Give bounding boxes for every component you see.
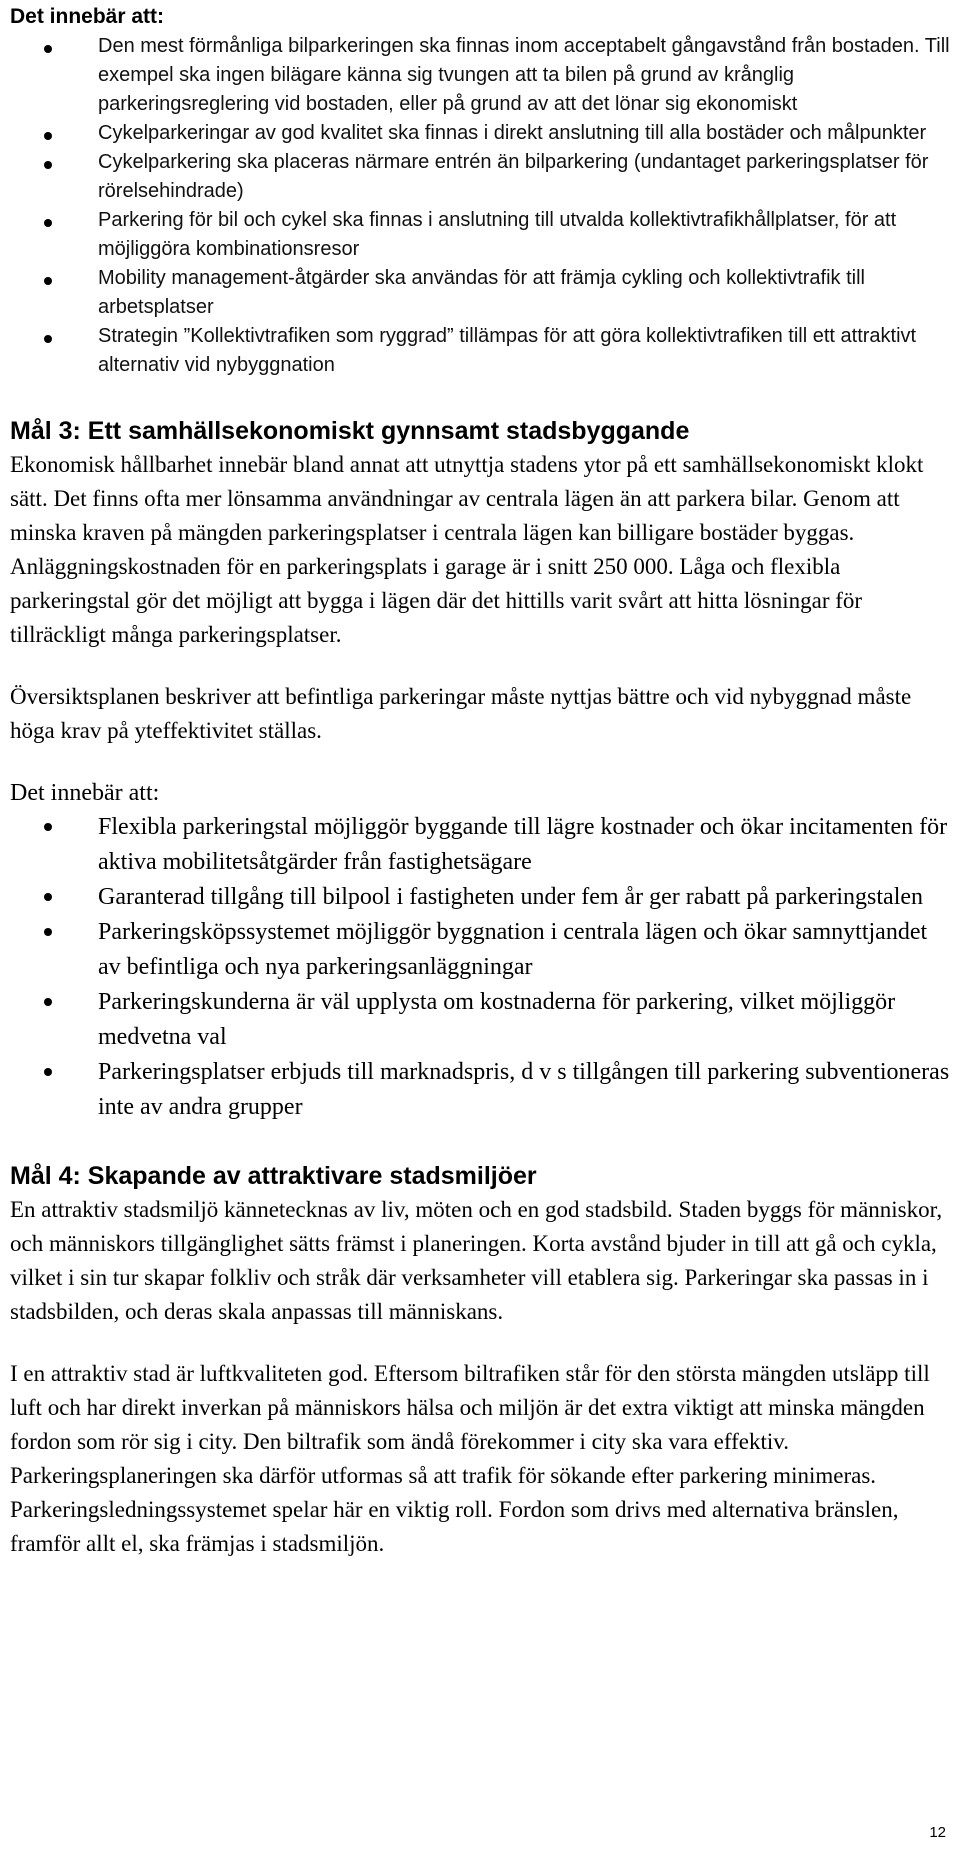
goal-4-heading: Mål 4: Skapande av attraktivare stadsmiljöer bbox=[10, 1162, 537, 1190]
page-number: 12 bbox=[929, 1824, 946, 1841]
list-item: Strategin ”Kollektivtrafiken som ryggrad” tillämpas för att göra kollektivtrafiken till ett attraktivt alternativ vid nybyggnation bbox=[10, 322, 950, 380]
goal-3-paragraph: Översiktsplanen beskriver att befintliga parkeringar måste nyttjas bättre och vid nybyggnad måste höga krav på yteffektivitet ställas. bbox=[10, 684, 912, 743]
section-lead: Det innebär att: bbox=[10, 780, 160, 806]
goal-4-paragraph: En attraktiv stadsmiljö kännetecknas av liv, möten och en god stadsbild. Staden byggs för människor, och människors tillgänglighet sätts främst i planeringen. Korta avstånd bjuder in till att gå och cykla, vilket i sin tur skapar folkliv och stråk där verksamheter vill etablera sig. Parkeringar ska passas in i stadsbilden, och deras skala anpassas till människans. bbox=[10, 1197, 943, 1324]
list-item: Flexibla parkeringstal möjliggör byggande till lägre kostnader och ökar incitamenten för aktiva mobilitetsåtgärder från fastighetsägare bbox=[10, 810, 950, 880]
list-item: Cykelparkering ska placeras närmare entrén än bilparkering (undantaget parkeringsplatser för rörelsehindrade) bbox=[10, 148, 950, 206]
goal-4-paragraph: I en attraktiv stad är luftkvaliteten god. Eftersom biltrafiken står för den största mängden utsläpp till luft och har direkt inverkan på människors hälsa och miljön är det extra viktigt att minska mängden fordon som rör sig i city. Den biltrafik som ändå förekommer i city ska vara effektiv. Parkeringsplaneringen ska därför utformas så att trafik för sökande efter parkering minimeras. Parkeringsledningssystemet spelar här en viktig roll. Fordon som drivs med alternativa bränslen, framför allt el, ska främjas i stadsmiljön. bbox=[10, 1361, 930, 1556]
list-item: Parkeringsplatser erbjuds till marknadspris, d v s tillgången till parkering subventioneras inte av andra grupper bbox=[10, 1055, 950, 1125]
list-item: Den mest förmånliga bilparkeringen ska finnas inom acceptabelt gångavstånd från bostaden. Till exempel ska ingen bilägare känna sig tvungen att ta bilen på grund av krånglig parkeringsreglering vid bostaden, eller på grund av att det lönar sig ekonomiskt bbox=[10, 32, 950, 119]
list-item: Garanterad tillgång till bilpool i fastigheten under fem år ger rabatt på parkeringstalen bbox=[10, 880, 950, 915]
list-item: Parkeringskunderna är väl upplysta om kostnaderna för parkering, vilket möjliggör medvetna val bbox=[10, 985, 950, 1055]
section-lead: Det innebär att: bbox=[10, 5, 165, 28]
goal-3-paragraph: Ekonomisk hållbarhet innebär bland annat att utnyttja stadens ytor på ett samhällsekonomiskt klokt sätt. Det finns ofta mer lönsamma användningar av centrala lägen än att parkera bilar. Genom att minska kraven på mängden parkeringsplatser i centrala lägen kan billigare bostäder byggas. Anläggningskostnaden för en parkeringsplats i garage är i snitt 250 000. Låga och flexibla parkeringstal gör det möjligt att bygga i lägen där det hittills varit svårt att hitta lösningar för tillräckligt många parkeringsplatser. bbox=[10, 452, 924, 647]
bullet-list bbox=[10, 32, 950, 380]
list-item: Parkering för bil och cykel ska finnas i anslutning till utvalda kollektivtrafikhållplatser, för att möjliggöra kombinationsresor bbox=[10, 206, 950, 264]
goal-3-heading: Mål 3: Ett samhällsekonomiskt gynnsamt stadsbyggande bbox=[10, 417, 690, 445]
list-item: Parkeringsköpssystemet möjliggör byggnation i centrala lägen och ökar samnyttjandet av befintliga och nya parkeringsanläggningar bbox=[10, 915, 950, 985]
bullet-list bbox=[10, 810, 950, 1125]
list-item: Cykelparkeringar av god kvalitet ska finnas i direkt anslutning till alla bostäder och målpunkter bbox=[10, 119, 950, 148]
list-item: Mobility management-åtgärder ska användas för att främja cykling och kollektivtrafik till arbetsplatser bbox=[10, 264, 950, 322]
